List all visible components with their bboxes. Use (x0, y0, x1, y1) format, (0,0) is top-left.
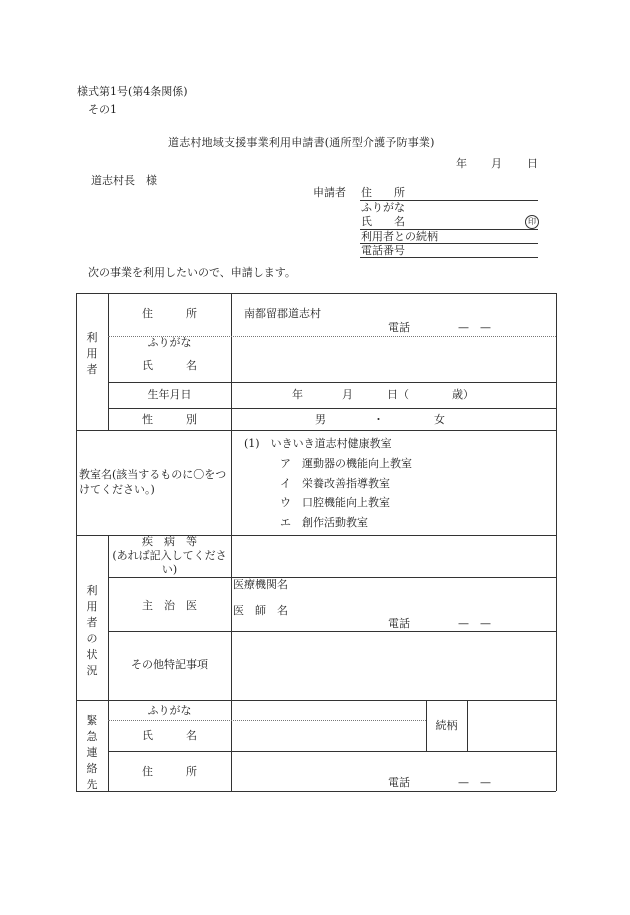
sex-female: 女 (434, 413, 445, 426)
form-number: 様式第1号(第4条関係) (77, 85, 188, 98)
user-phone-label: 電話 (388, 321, 410, 334)
physician-label: 医 師 名 (233, 604, 288, 617)
sex-separator: ・ (373, 413, 384, 426)
form-title: 道志村地域支援事業利用申請書(通所型介護予防事業) (168, 136, 435, 149)
user-sex-label: 性 別 (142, 413, 197, 426)
emergency-phone-label: 電話 (388, 776, 410, 789)
divider-user-class (76, 430, 556, 431)
class-item-a: ア 運動器の機能向上教室 (280, 457, 412, 470)
user-row-line-2 (108, 408, 556, 409)
emergency-row-line (108, 751, 556, 752)
intro-text: 次の事業を利用したいので、申請します。 (88, 266, 296, 279)
applicant-furigana-label: ふりがな (361, 201, 405, 214)
class-item-e: エ 創作活動教室 (280, 516, 368, 529)
addressee: 道志村長 様 (91, 174, 157, 187)
disease-label: 疾 病 等 (あれば記入してください) (112, 535, 227, 576)
applicant-label: 申請者 (313, 186, 346, 199)
status-row-line-1 (108, 577, 556, 578)
user-name-label: 氏 名 (142, 359, 197, 372)
emergency-relation-label: 続柄 (435, 719, 458, 732)
class-item-1: (1) いきいき道志村健康教室 (244, 437, 392, 450)
emergency-address-label: 住 所 (142, 765, 197, 778)
relation-col-right (467, 700, 468, 751)
table-right-border (556, 293, 557, 791)
sex-male: 男 (315, 413, 326, 426)
birth-age-label: 歳） (452, 388, 474, 401)
user-address-value: 南都留郡道志村 (244, 307, 321, 320)
birth-year-label: 年 (292, 388, 303, 401)
doctor-phone-dashes: — — (458, 617, 491, 630)
user-phone-dashes: — — (458, 321, 491, 334)
form-sub-number: その1 (88, 103, 117, 116)
date-day-label: 日 (527, 157, 538, 170)
applicant-address-label: 住 所 (361, 186, 405, 199)
emergency-phone-dashes: — — (458, 776, 491, 789)
status-vertical-label: 利用者の状況 (86, 584, 98, 677)
emergency-furigana-label: ふりがな (147, 704, 192, 717)
date-year-label: 年 (456, 157, 467, 170)
institution-label: 医療機関名 (233, 578, 288, 591)
emergency-vertical-label: 緊急連絡先 (86, 714, 98, 791)
user-row-line-1 (108, 382, 556, 383)
status-row-line-2 (108, 631, 556, 632)
class-label: 教室名(該当するものに〇をつけてください。) (79, 468, 227, 496)
user-address-label: 住 所 (142, 307, 197, 320)
date-month-label: 月 (491, 157, 502, 170)
doctor-phone-label: 電話 (388, 617, 410, 630)
applicant-phone-label: 電話番号 (361, 244, 405, 257)
applicant-name-label: 氏 名 (361, 215, 405, 228)
emergency-name-label: 氏 名 (142, 729, 197, 742)
other-notes-label: その他特記事項 (131, 658, 208, 671)
emergency-furigana-dotted (108, 720, 426, 721)
user-vertical-label: 利用者 (86, 331, 98, 376)
table-top-border (76, 293, 556, 294)
value-col (231, 293, 232, 791)
birth-month-label: 月 (342, 388, 353, 401)
user-birth-label: 生年月日 (147, 388, 192, 401)
divider-status-emergency (76, 700, 556, 701)
birth-day-label: 日（ (387, 388, 409, 401)
doctor-label: 主 治 医 (142, 599, 197, 612)
user-furigana-label: ふりがな (147, 336, 192, 349)
applicant-relation-label: 利用者との続柄 (361, 230, 438, 243)
seal-mark: 印 (525, 215, 539, 229)
applicant-phone-line (360, 257, 538, 258)
table-bottom-border (76, 791, 556, 792)
class-item-i: イ 栄養改善指導教室 (280, 477, 390, 490)
class-item-u: ウ 口腔機能向上教室 (280, 496, 390, 509)
table-left-border (76, 293, 77, 791)
